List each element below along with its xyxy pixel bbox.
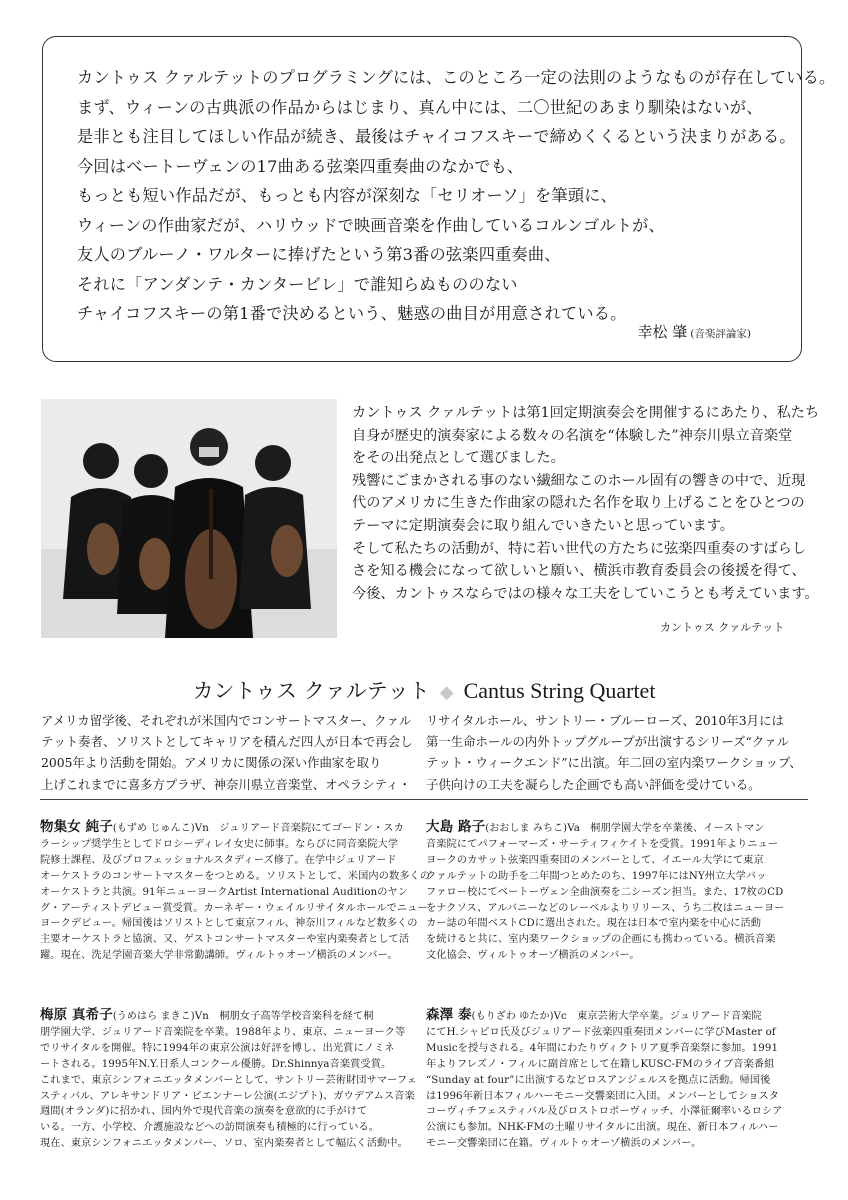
quartet-photo <box>41 399 337 638</box>
group-bio-left-line-1: アメリカ留学後、それぞれが米国内でコンサートマスター、クァル <box>41 713 412 728</box>
group-bio-right-line-2: 第一生命ホールの内外トップグループが出演するシリーズ“クァル <box>426 734 790 750</box>
member-bio-line-5: スティバル、アレキサンドリア・ビエンナーレ公演(エジプト)、ガウデアムス音楽 <box>40 1090 415 1102</box>
message-line-2: 自身が歴史的演奏家による数々の名演を“体験した”神奈川県立音楽堂 <box>352 427 793 444</box>
message-line-5: 代のアメリカに生きた作曲家の隠れた名作を取り上げることをひとつの <box>352 495 805 512</box>
member-bio-line-3: 年よりフレズノ・フィルに副首席として在籍しKUSC-FMのライブ音楽番組 <box>426 1058 775 1070</box>
member-bio-line-5: は1996年新日本フィルハーモニー交響楽団に入団。メンバーとしてショスタ <box>426 1090 780 1102</box>
member-bio-line-2: ヨークのカサット弦楽四重奏団のメンバーとして、イエール大学にて東京 <box>426 854 764 866</box>
intro-signature <box>638 321 751 342</box>
message-line-7: そして私たちの活動が、特に若い世代の方たちに弦楽四重奏のすばらし <box>352 540 807 557</box>
member-bio-line-1: にてH.シャピロ氏及びジュリアード弦楽四重奏団メンバーに学びMaster of <box>426 1026 776 1038</box>
member-bio-line-2: Musicを授与される。4年間にわたりヴィクトリア夏季音楽祭に参加。1991 <box>426 1042 779 1054</box>
member-makiko-umehara <box>40 1008 417 1152</box>
member-bio-line-8: モニー交響楽団に在籍。ヴィルトゥオーゾ横浜のメンバー。 <box>426 1138 702 1150</box>
intro-line-1: カントゥス クァルテットのプログラミングには、このところ一定の法則のようなものが存在している。 <box>77 68 836 87</box>
member-bio-line-7: を続けると共に、室内楽ワークショップの企画にも携わっている。横浜音楽 <box>426 934 776 946</box>
group-bio-left <box>41 710 412 795</box>
member-bio-line-3: オーケストラのコンサートマスターをつとめる。ソリストとして、米国内の数多くの <box>40 870 431 882</box>
message-line-8: さを知る機会になって欲しいと願い、横浜市教育委員会の後援を得て、 <box>352 563 806 580</box>
quartet-message <box>352 402 820 605</box>
intro-line-9: チャイコフスキーの第1番で決めるという、魅惑の曲目が用意されている。 <box>77 304 627 323</box>
member-bio-line-7: 主要オーケストラと協演、又、ゲストコンサートマスターや室内楽奏者として活 <box>40 934 410 946</box>
message-line-6: テーマに定期演奏会に取り組んでいきたいと思っています。 <box>352 517 734 534</box>
member-first-line <box>40 1008 417 1025</box>
member-bio-line-8: 文化協会、ヴィルトゥオーゾ横浜のメンバー。 <box>426 950 640 962</box>
intro-line-3: 是非とも注目してほしい作品が続き、最後はチャイコフスキーで締めくくるという決まりがある。 <box>77 127 796 146</box>
member-name: 梅原 真希子 <box>40 1007 113 1023</box>
member-bio-line-6: ヨークデビュー。帰国後はソリストとして東京フィル、神奈川フィルなど数多くの <box>40 918 418 930</box>
group-bio-right-line-4: 子供向けの工夫を凝らした企画でも高い評価を受けている。 <box>426 776 761 792</box>
group-bio-left-line-4: 上げこれまでに喜多方プラザ、神奈川県立音楽堂、オペラシティ・ <box>41 776 411 792</box>
group-bio-right-line-1: リサイタルホール、サントリー・ブルーローズ、2010年3月には <box>426 713 784 728</box>
member-reading: (もりざわ ゆたか) <box>471 1011 554 1022</box>
intro-line-2: まず、ウィーンの古典派の作品からはじまり、真ん中には、二〇世紀のあまり馴染はないが、 <box>77 97 763 117</box>
intro-text <box>77 63 836 329</box>
group-bio-left-line-3: 2005年より活動を開始。アメリカに関係の深い作曲家を取り <box>41 755 382 771</box>
member-bio-line-7: 公演にも参加。NHK-FMの土曜リサイタルに出演。現在、新日本フィルハー <box>426 1122 779 1134</box>
member-bio-line-6: カー誌の年間ベストCDに選出された。現在は日本で室内楽を中心に活動 <box>426 918 762 930</box>
member-name: 森澤 泰 <box>426 1007 472 1023</box>
member-bio-line-1: ラーシップ奨学生としてドロシーディレイ女史に師事。ならびに同音楽院大学 <box>40 838 399 850</box>
member-bio-start: Vn 桐朋女子高等学校音楽科を経て桐 <box>194 1011 374 1022</box>
group-bio-left-line-2: テット奏者、ソリストとしてキャリアを積んだ四人が日本で再会し <box>41 734 413 750</box>
member-bio-line-4: これまで、東京シンフォニエッタメンバーとして、サントリー芸術財団サマーフェ <box>40 1074 418 1086</box>
member-reading: (もずめ じゅんこ) <box>112 823 195 834</box>
member-bio-line-8: 現在、東京シンフォニエッタメンバー、ソロ、室内楽奏者として幅広く活動中。 <box>40 1138 408 1150</box>
member-bio-line-3: ートされる。1995年N.Y.日系人コンクール優勝。Dr.Shinnya音楽賞受賞。 <box>40 1058 392 1070</box>
member-bio-start: Vn ジュリアード音楽院にてゴードン・スカ <box>194 823 404 834</box>
member-yutaka-morizawa <box>426 1008 783 1152</box>
critic-name: 幸松 肇 <box>637 323 688 341</box>
profile-heading <box>0 675 848 705</box>
member-first-line <box>426 820 784 837</box>
heading-jp: カントゥス クァルテット <box>192 679 430 703</box>
member-bio-line-6: コーヴィチフェスティバル及びロストロポーヴィッチ、小澤征爾率いるロシア <box>426 1106 783 1118</box>
member-michiko-oshima <box>426 820 784 964</box>
member-name: 物集女 純子 <box>40 819 113 835</box>
critic-title: (音楽評論家) <box>690 328 751 340</box>
member-first-line <box>40 820 430 837</box>
member-bio-start: Vc 東京芸術大学卒業。ジュリアード音楽院 <box>553 1011 762 1022</box>
member-bio-line-2: 院修士課程、及びプロフェッショナルスタディーズ修了。在学中ジュリアード <box>40 854 397 866</box>
member-bio-line-7: いる。一方、小学校、介護施設などへの訪問演奏も積極的に行っている。 <box>40 1122 380 1134</box>
message-line-4: 残響にごまかされる事のない繊細なこのホール固有の響きの中で、近現 <box>352 472 806 489</box>
intro-box <box>42 36 836 362</box>
message-line-3: をその出発点として選びました。 <box>352 450 565 467</box>
intro-line-4: 今回はベートーヴェンの17曲ある弦楽四重奏曲のなかでも、 <box>77 156 524 176</box>
member-first-line <box>426 1008 783 1025</box>
divider <box>40 799 808 800</box>
member-bio-line-5: グ・アーティストデビュー賞受賞。カーネギー・ウェイルリサイタルホールでニュー <box>40 902 428 914</box>
message-line-1: カントゥス クァルテットは第1回定期演奏会を開催するにあたり、私たち <box>352 405 820 421</box>
member-reading: (うめはら まきこ) <box>112 1011 195 1022</box>
member-bio-line-1: 朋学園大学、ジュリアード音楽院を卒業。1988年より、東京、ニューヨーク等 <box>40 1026 406 1038</box>
member-bio-line-3: クァルテットの助手を二年間つとめたのち、1997年にはNY州立大学バッ <box>426 870 767 882</box>
member-bio-line-5: をナクソス、アルバニーなどのレーベルよりリリース、うち二枚はニューヨー <box>426 902 785 914</box>
member-bio-line-4: “Sunday at four”に出演するなどロスアンジェルスを拠点に活動。帰国後 <box>426 1074 771 1086</box>
member-bio-line-8: 躍。現在、洗足学園音楽大学非常勤講師。ヴィルトゥオーゾ横浜のメンバー。 <box>40 950 398 962</box>
member-reading: (おおしま みちこ) <box>485 823 568 834</box>
member-bio-line-2: でリサイタルを開催。特に1994年の東京公演は好評を博し、出光賞にノミネ <box>40 1042 395 1054</box>
member-bio-line-1: 音楽院にてパフォーマーズ・サーティフィケイトを受賞。1991年よりニュー <box>426 838 779 850</box>
member-junko-mozume <box>40 820 430 964</box>
diamond-icon: ◆ <box>439 682 454 703</box>
heading-en: Cantus String Quartet <box>463 678 656 703</box>
member-bio-line-4: オーケストラと共演。91年ニューヨークArtist International Auditionのヤン <box>40 886 409 898</box>
group-bio-right-line-3: テット・ウィークエンド”に出演。年二回の室内楽ワークショップ、 <box>426 755 802 771</box>
member-name: 大島 路子 <box>426 819 486 835</box>
message-signature: カントゥス クァルテット <box>660 621 785 634</box>
group-bio-right <box>426 710 802 795</box>
intro-line-8: それに「アンダンテ・カンタービレ」で誰知らぬもののない <box>77 274 518 294</box>
member-bio-start: Va 桐朋学園大学を卒業後、イーストマン <box>567 823 765 834</box>
intro-line-5: もっとも短い作品だが、もっとも内容が深刻な「セリオーソ」を筆頭に、 <box>77 186 617 205</box>
message-line-9: 今後、カントゥスならではの様々な工夫をしていこうとも考えています。 <box>352 585 819 602</box>
intro-line-6: ウィーンの作曲家だが、ハリウッドで映画音楽を作曲しているコルンゴルトが、 <box>77 215 665 235</box>
member-bio-line-4: ファロー校にてベートーヴェン全曲演奏を二シーズン担当。また、17枚のCD <box>426 886 784 898</box>
member-bio-line-6: 週間(オランダ)に招かれ、国内外で現代音楽の演奏を意欲的に手がけて <box>40 1106 368 1118</box>
intro-line-7: 友人のブルーノ・ワルターに捧げたという第3番の弦楽四重奏曲、 <box>77 245 561 264</box>
